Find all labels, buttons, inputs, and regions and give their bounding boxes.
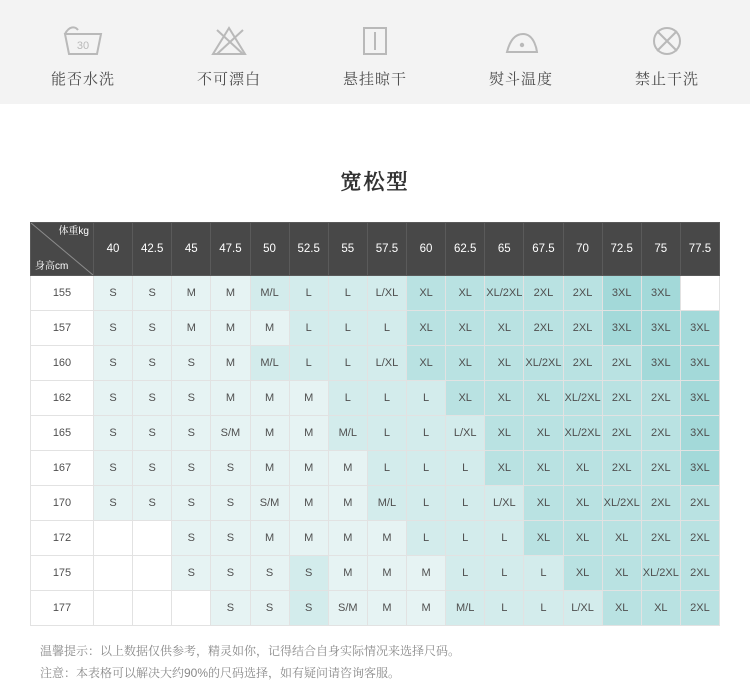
size-cell: S: [94, 346, 133, 381]
weight-col-header: 72.5: [602, 223, 641, 276]
size-chart: [30, 222, 720, 626]
size-cell: M: [211, 381, 250, 416]
size-cell: M: [407, 591, 446, 626]
size-cell: L/XL: [367, 346, 406, 381]
size-cell: S: [133, 486, 172, 521]
size-cell: L: [367, 416, 406, 451]
size-cell: M: [289, 451, 328, 486]
care-item-iron-temperature: [456, 18, 586, 87]
care-item-washable: [18, 18, 148, 87]
table-header-row: [31, 223, 720, 276]
size-cell: L: [446, 486, 485, 521]
wash-tub-30-icon: [59, 18, 107, 62]
size-cell: 2XL: [563, 346, 602, 381]
size-cell: M: [289, 521, 328, 556]
height-row-header: 177: [31, 591, 94, 626]
table-row: [31, 591, 720, 626]
size-cell: S: [94, 381, 133, 416]
size-cell: 2XL: [602, 346, 641, 381]
size-cell: XL: [524, 521, 563, 556]
size-cell: XL/2XL: [602, 486, 641, 521]
table-row: [31, 311, 720, 346]
size-cell: 2XL: [641, 451, 680, 486]
height-row-header: 175: [31, 556, 94, 591]
size-cell: S: [211, 521, 250, 556]
size-cell: S: [172, 451, 211, 486]
size-cell: M: [328, 451, 367, 486]
weight-col-header: 50: [250, 223, 289, 276]
size-cell: M/L: [446, 591, 485, 626]
size-cell: M: [250, 451, 289, 486]
no-bleach-triangle-icon: [205, 18, 253, 62]
height-row-header: 170: [31, 486, 94, 521]
size-cell: L: [328, 276, 367, 311]
size-cell: 2XL: [680, 486, 719, 521]
size-cell: M/L: [367, 486, 406, 521]
size-cell: XL: [524, 381, 563, 416]
height-axis-label: 身高cm: [35, 261, 69, 272]
height-row-header: 167: [31, 451, 94, 486]
size-cell: XL: [407, 276, 446, 311]
size-cell: S: [94, 416, 133, 451]
size-cell: S: [211, 556, 250, 591]
size-cell: S: [94, 451, 133, 486]
size-cell: XL: [446, 381, 485, 416]
size-cell: 2XL: [680, 556, 719, 591]
page-title: 宽松型: [340, 171, 410, 194]
weight-col-header: 75: [641, 223, 680, 276]
size-cell: L/XL: [485, 486, 524, 521]
size-cell: M: [328, 486, 367, 521]
size-cell: XL/2XL: [485, 276, 524, 311]
size-cell: L: [328, 311, 367, 346]
size-cell: 2XL: [602, 381, 641, 416]
size-cell: XL: [641, 591, 680, 626]
size-cell: L: [407, 486, 446, 521]
size-cell: S: [172, 346, 211, 381]
size-cell: 2XL: [524, 276, 563, 311]
size-cell: S: [133, 381, 172, 416]
size-cell: L: [446, 556, 485, 591]
size-cell: XL: [446, 346, 485, 381]
care-label: 能否水洗: [50, 70, 115, 88]
size-table-body: [31, 276, 720, 626]
size-cell: L: [446, 451, 485, 486]
table-row: [31, 451, 720, 486]
height-row-header: 172: [31, 521, 94, 556]
weight-col-header: 57.5: [367, 223, 406, 276]
size-cell: M: [211, 346, 250, 381]
size-cell: 2XL: [524, 311, 563, 346]
size-cell: 3XL: [680, 346, 719, 381]
size-cell: L/XL: [446, 416, 485, 451]
size-cell: L: [367, 451, 406, 486]
table-row: [31, 556, 720, 591]
size-cell: S: [211, 451, 250, 486]
size-cell: L: [289, 346, 328, 381]
size-cell: M: [250, 381, 289, 416]
size-cell: M: [250, 521, 289, 556]
care-instructions-strip: [0, 0, 750, 104]
size-cell: 2XL: [680, 521, 719, 556]
size-cell: XL: [407, 311, 446, 346]
size-cell: M: [172, 311, 211, 346]
weight-col-header: 40: [94, 223, 133, 276]
size-cell: XL/2XL: [563, 381, 602, 416]
size-cell: M/L: [250, 346, 289, 381]
size-cell: S/M: [211, 416, 250, 451]
size-cell: M/L: [328, 416, 367, 451]
size-cell: S: [94, 311, 133, 346]
size-cell: 3XL: [602, 311, 641, 346]
table-row: [31, 276, 720, 311]
size-cell: L: [485, 591, 524, 626]
size-cell: XL: [485, 381, 524, 416]
size-cell: 3XL: [680, 381, 719, 416]
size-cell: 3XL: [680, 451, 719, 486]
size-cell: L: [446, 521, 485, 556]
size-cell: XL: [485, 416, 524, 451]
size-cell: XL: [602, 556, 641, 591]
size-cell: S: [289, 556, 328, 591]
size-cell: L: [407, 416, 446, 451]
size-cell: 2XL: [563, 276, 602, 311]
size-cell: M: [211, 311, 250, 346]
size-cell: S: [211, 486, 250, 521]
size-cell: XL: [446, 311, 485, 346]
size-cell: L: [367, 381, 406, 416]
weight-col-header: 45: [172, 223, 211, 276]
care-item-hang-dry: [310, 18, 440, 87]
size-cell: L: [407, 381, 446, 416]
size-cell: S: [133, 276, 172, 311]
height-row-header: 157: [31, 311, 94, 346]
size-cell: L: [289, 311, 328, 346]
size-cell: L: [407, 521, 446, 556]
weight-col-header: 42.5: [133, 223, 172, 276]
size-cell: L/XL: [563, 591, 602, 626]
size-cell: XL: [446, 276, 485, 311]
size-cell: XL: [524, 486, 563, 521]
size-cell: XL/2XL: [524, 346, 563, 381]
size-cell: XL: [602, 521, 641, 556]
size-cell: M: [367, 521, 406, 556]
size-cell: 2XL: [641, 486, 680, 521]
size-cell: S: [211, 591, 250, 626]
size-cell: M: [367, 556, 406, 591]
size-cell: M/L: [250, 276, 289, 311]
size-cell: S: [172, 556, 211, 591]
size-cell: L: [524, 591, 563, 626]
table-row: [31, 346, 720, 381]
size-cell: L: [485, 556, 524, 591]
size-cell: M: [172, 276, 211, 311]
size-cell: S: [289, 591, 328, 626]
size-cell: XL: [524, 451, 563, 486]
size-cell: S: [250, 591, 289, 626]
size-cell: [133, 521, 172, 556]
section-title: [0, 104, 750, 222]
size-cell: S: [133, 451, 172, 486]
size-cell: S: [172, 416, 211, 451]
size-cell: [133, 556, 172, 591]
size-cell: M: [250, 416, 289, 451]
size-cell: XL/2XL: [563, 416, 602, 451]
size-cell: XL: [563, 451, 602, 486]
size-cell: XL: [563, 486, 602, 521]
size-cell: [172, 591, 211, 626]
size-cell: L: [485, 521, 524, 556]
size-cell: XL: [485, 346, 524, 381]
size-cell: M: [367, 591, 406, 626]
weight-col-header: 55: [328, 223, 367, 276]
weight-col-header: 77.5: [680, 223, 719, 276]
size-cell: M: [211, 276, 250, 311]
size-cell: XL: [485, 311, 524, 346]
size-cell: M: [328, 556, 367, 591]
size-cell: S: [250, 556, 289, 591]
weight-col-header: 70: [563, 223, 602, 276]
size-cell: 2XL: [641, 521, 680, 556]
size-cell: S/M: [250, 486, 289, 521]
size-cell: S/M: [328, 591, 367, 626]
size-cell: L: [524, 556, 563, 591]
weight-col-header: 52.5: [289, 223, 328, 276]
size-cell: 3XL: [680, 416, 719, 451]
care-item-no-dry-clean: [602, 18, 732, 87]
size-cell: 2XL: [680, 591, 719, 626]
size-cell: L: [289, 276, 328, 311]
weight-col-header: 67.5: [524, 223, 563, 276]
weight-axis-label: 体重kg: [58, 226, 89, 237]
size-cell: L: [407, 451, 446, 486]
size-cell: XL: [485, 451, 524, 486]
size-cell: 3XL: [680, 311, 719, 346]
size-cell: [680, 276, 719, 311]
size-cell: [94, 521, 133, 556]
size-cell: 2XL: [563, 311, 602, 346]
drip-dry-hang-icon: [351, 18, 399, 62]
size-table-header: [31, 223, 720, 276]
size-cell: S: [133, 346, 172, 381]
size-cell: 2XL: [602, 451, 641, 486]
weight-col-header: 60: [407, 223, 446, 276]
size-cell: L: [367, 311, 406, 346]
care-label: 悬挂晾干: [342, 70, 407, 88]
size-cell: XL: [563, 521, 602, 556]
size-cell: XL: [407, 346, 446, 381]
svg-text:30: 30: [76, 39, 90, 52]
size-cell: L: [328, 381, 367, 416]
table-row: [31, 416, 720, 451]
size-cell: M: [328, 521, 367, 556]
size-cell: XL: [563, 556, 602, 591]
note-line-1: 温馨提示：以上数据仅供参考，精灵如你，记得结合自身实际情况来选择尺码。: [40, 644, 461, 658]
size-cell: 3XL: [641, 346, 680, 381]
size-cell: [94, 556, 133, 591]
size-chart-notes: [30, 626, 720, 684]
size-cell: S: [133, 311, 172, 346]
care-label: 不可漂白: [196, 70, 261, 88]
height-row-header: 155: [31, 276, 94, 311]
size-cell: M: [289, 416, 328, 451]
size-cell: [133, 591, 172, 626]
size-cell: XL: [524, 416, 563, 451]
care-label: 禁止干洗: [634, 70, 699, 88]
size-table: [30, 222, 720, 626]
size-cell: M: [289, 381, 328, 416]
size-cell: 2XL: [641, 416, 680, 451]
care-label: 熨斗温度: [488, 70, 553, 88]
weight-col-header: 65: [485, 223, 524, 276]
size-cell: S: [172, 381, 211, 416]
size-cell: 3XL: [641, 311, 680, 346]
size-cell: S: [133, 416, 172, 451]
size-cell: 2XL: [641, 381, 680, 416]
note-line-2: 注意：本表格可以解决大约90%的尺码选择，如有疑问请咨询客服。: [40, 666, 401, 681]
size-cell: S: [94, 486, 133, 521]
size-cell: M: [250, 311, 289, 346]
height-row-header: 162: [31, 381, 94, 416]
iron-one-dot-icon: [497, 18, 545, 62]
size-cell: S: [172, 486, 211, 521]
height-row-header: 160: [31, 346, 94, 381]
table-row: [31, 521, 720, 556]
size-cell: 3XL: [602, 276, 641, 311]
size-cell: XL/2XL: [641, 556, 680, 591]
table-row: [31, 381, 720, 416]
size-cell: 2XL: [602, 416, 641, 451]
size-cell: M: [289, 486, 328, 521]
size-cell: XL: [602, 591, 641, 626]
no-dry-clean-icon: [643, 18, 691, 62]
height-row-header: 165: [31, 416, 94, 451]
size-cell: 3XL: [641, 276, 680, 311]
table-corner-cell: [31, 223, 94, 276]
size-cell: M: [407, 556, 446, 591]
care-item-no-bleach: [164, 18, 294, 87]
size-cell: L/XL: [367, 276, 406, 311]
size-cell: [94, 591, 133, 626]
size-cell: L: [328, 346, 367, 381]
size-cell: S: [94, 276, 133, 311]
weight-col-header: 62.5: [446, 223, 485, 276]
size-cell: S: [172, 521, 211, 556]
weight-col-header: 47.5: [211, 223, 250, 276]
table-row: [31, 486, 720, 521]
